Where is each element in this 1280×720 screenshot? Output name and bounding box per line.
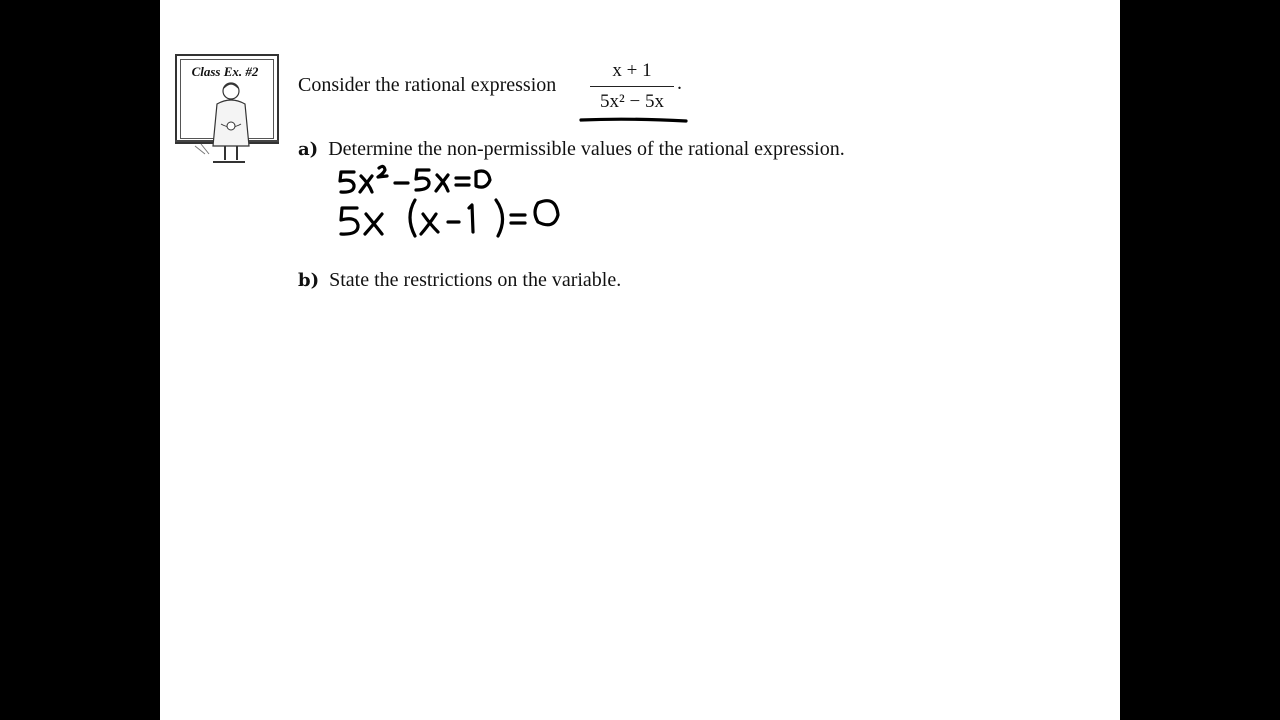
rational-expression: [590, 60, 674, 113]
teacher-at-chalkboard-icon: [175, 54, 281, 166]
question-a-label: a): [298, 139, 319, 160]
expression-numerator: x + 1: [612, 60, 652, 81]
prompt-text: Consider the rational expression: [298, 74, 557, 96]
question-a: [298, 138, 845, 161]
question-b: [298, 269, 621, 292]
question-a-text: Determine the non-permissible values of the rational expression.: [328, 138, 845, 160]
expression-denominator: 5x² − 5x: [600, 91, 664, 112]
worksheet-page: [160, 0, 1120, 720]
question-b-text: State the restrictions on the variable.: [329, 269, 622, 291]
handwritten-step-2: [341, 200, 558, 236]
handwritten-step-1: [340, 166, 490, 192]
class-example-badge: [175, 54, 279, 164]
badge-label: Class Ex. #2: [191, 64, 259, 79]
fraction-bar: [590, 86, 674, 87]
question-b-label: b): [298, 270, 320, 291]
expression-period: .: [677, 72, 682, 94]
handwritten-underline: [581, 119, 686, 121]
